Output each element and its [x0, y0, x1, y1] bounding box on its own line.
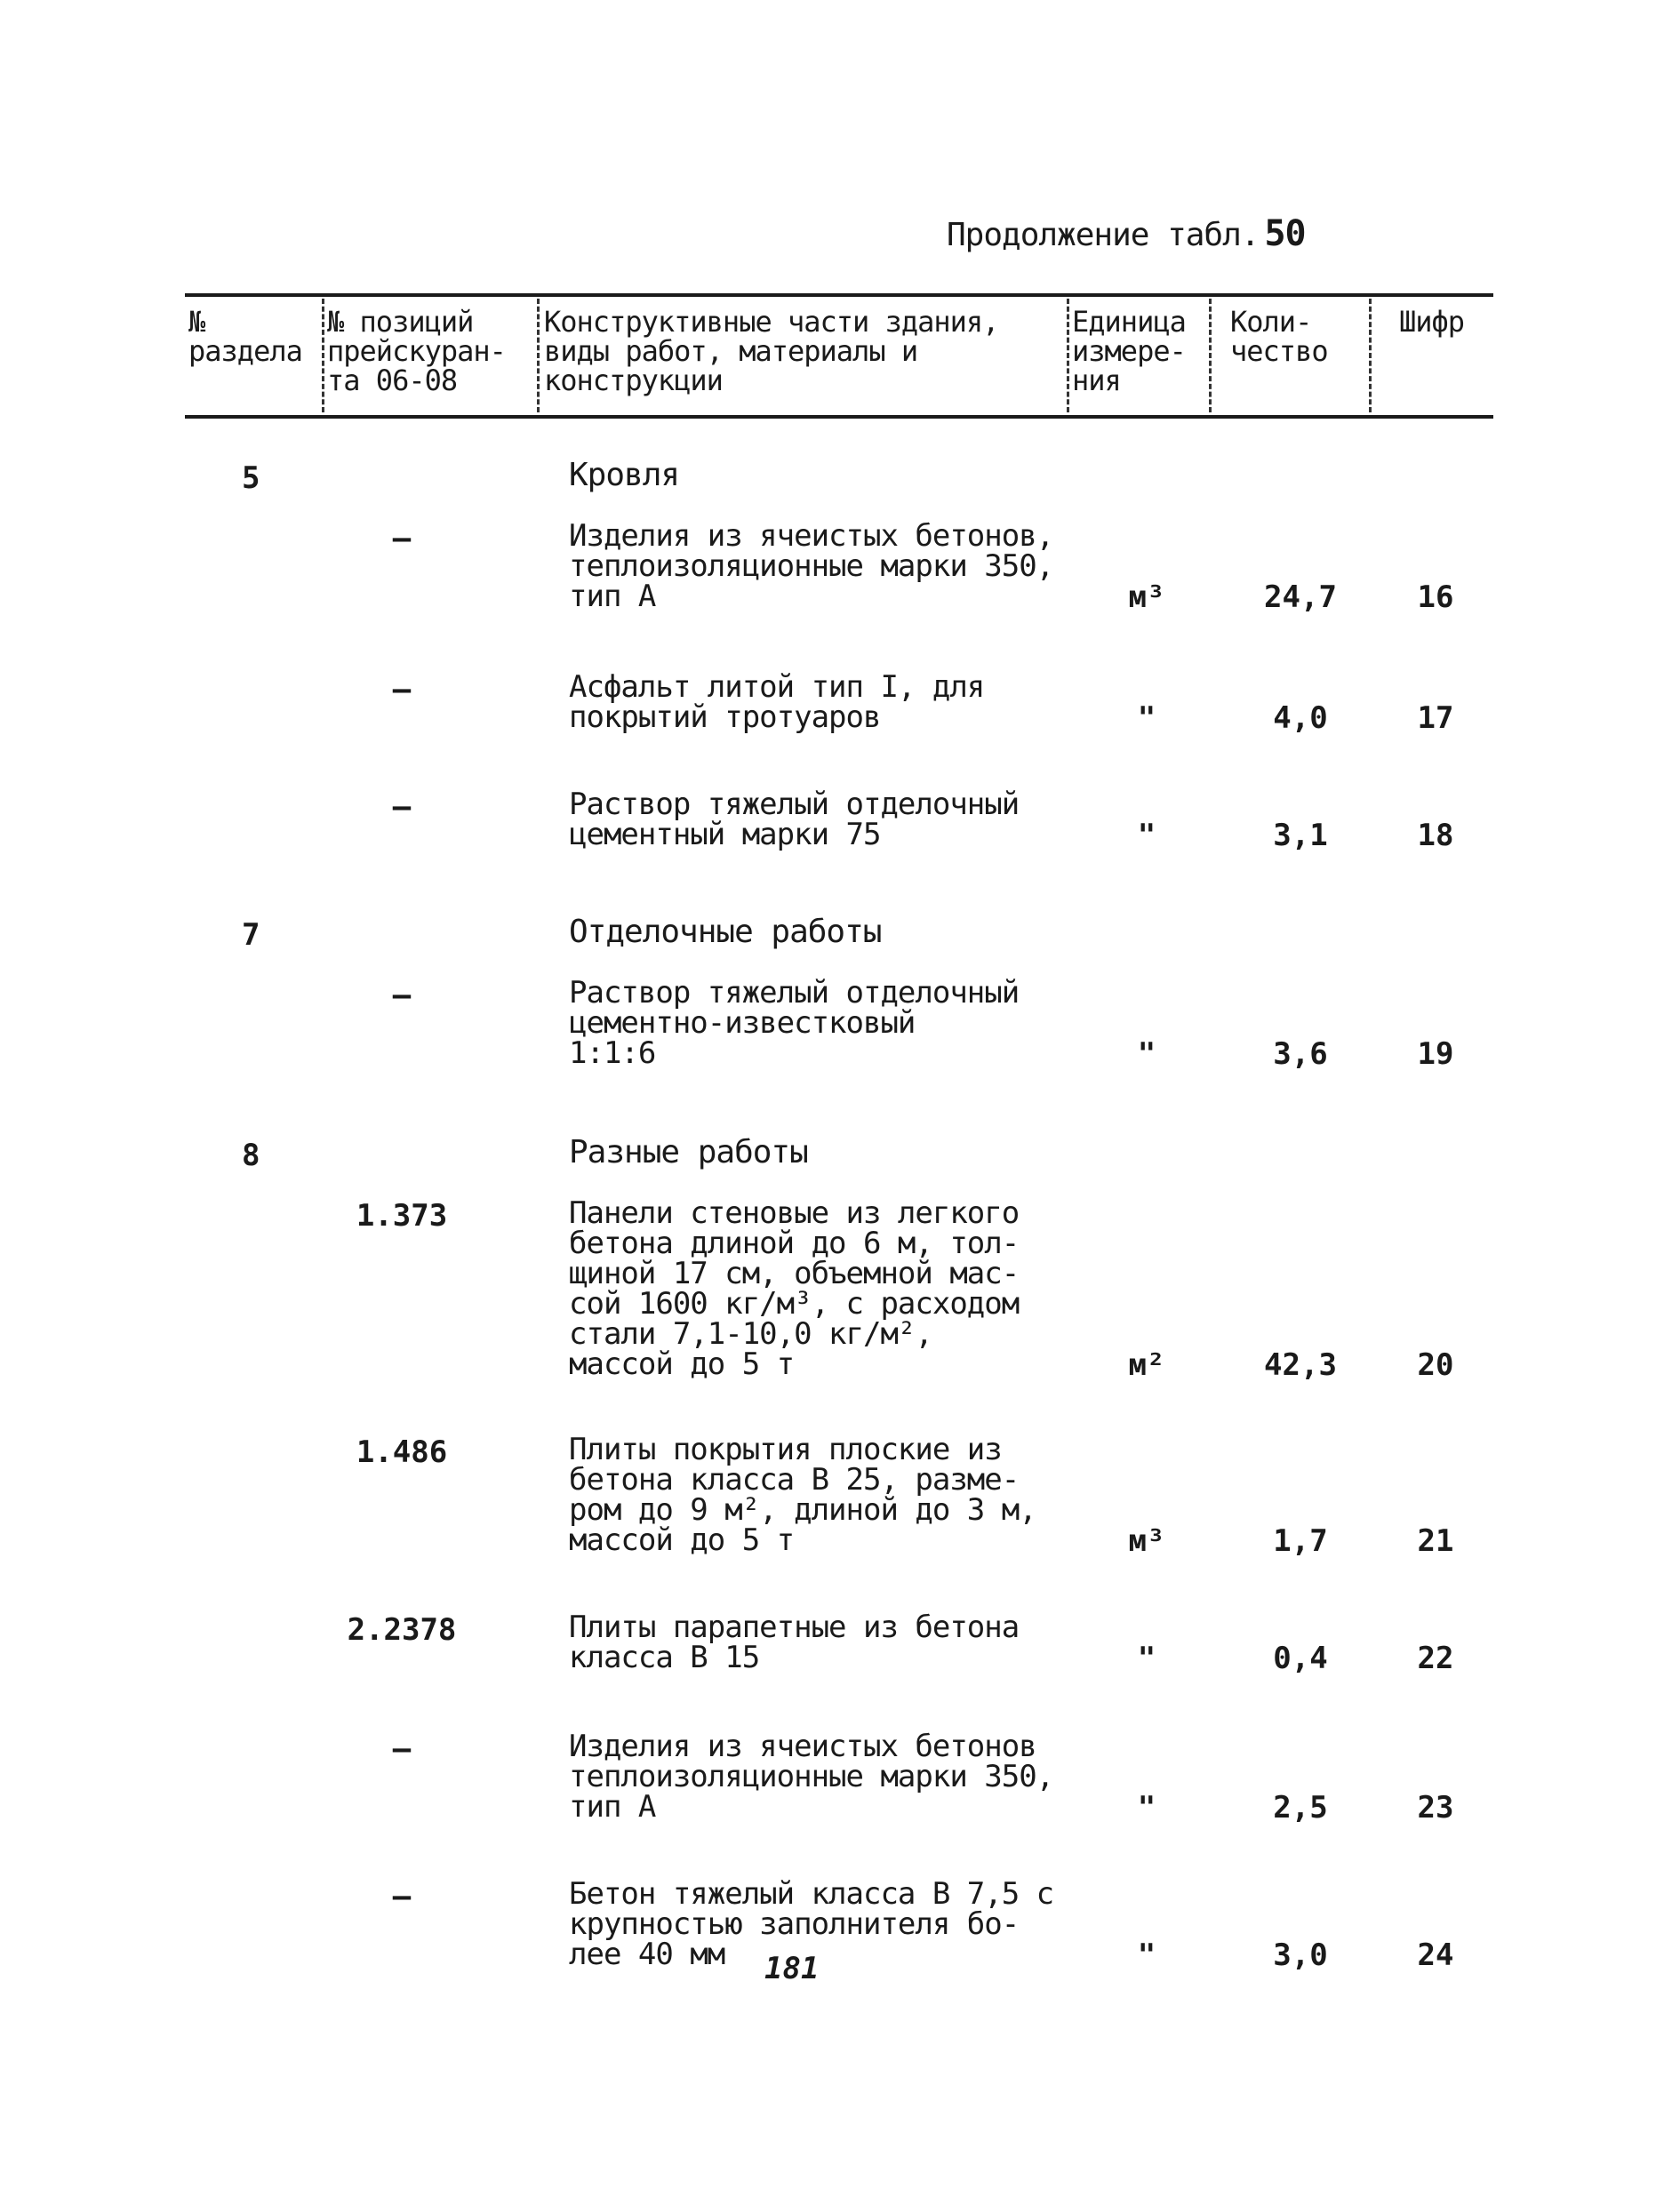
header-price-position: № позиций прейскуран- та 06-08	[327, 305, 506, 397]
unit-cell: "	[1137, 1790, 1156, 1826]
header-section-number: № раздела	[188, 305, 302, 368]
quantity-cell: 1,7	[1273, 1523, 1328, 1559]
price-position: –	[392, 672, 412, 707]
price-position: 1.486	[356, 1434, 448, 1470]
price-position: 2.2378	[347, 1612, 457, 1648]
item-description: Раствор тяжелый отделочный цементно-известковый 1:1:6	[569, 975, 1020, 1071]
code-cell: 22	[1417, 1641, 1454, 1676]
price-position: –	[392, 978, 412, 1013]
item-description: Панели стеновые из легкого бетона длиной до 6 м, тол- щиной 17 см, объемной мас- сой 1600 кг/м³, с расходом стали 7,1-10,0 кг/м², массой до 5 т	[569, 1195, 1020, 1382]
quantity-cell: 2,5	[1273, 1790, 1328, 1826]
code-cell: 19	[1417, 1036, 1454, 1072]
unit-cell: "	[1137, 1937, 1156, 1973]
code-cell: 18	[1417, 818, 1454, 853]
price-position: 1.373	[356, 1198, 448, 1234]
quantity-cell: 42,3	[1264, 1347, 1337, 1383]
code-cell: 24	[1417, 1937, 1454, 1973]
page-number: 181	[764, 1951, 820, 1986]
section-title: Кровля	[569, 457, 680, 493]
quantity-cell: 4,0	[1273, 700, 1328, 736]
price-position: –	[392, 1879, 412, 1914]
unit-cell: м²	[1128, 1347, 1165, 1383]
unit-cell: м³	[1128, 1523, 1165, 1559]
header-unit: Единица измере- ния	[1072, 305, 1186, 397]
code-cell: 16	[1417, 579, 1454, 615]
item-description: Асфальт литой тип I, для покрытий тротуаров	[569, 669, 985, 735]
item-description: Изделия из ячеистых бетонов, теплоизоляционные марки 350, тип А	[569, 518, 1054, 614]
column-separator	[1209, 299, 1212, 412]
code-cell: 20	[1417, 1347, 1454, 1383]
header-description: Конструктивные части здания, виды работ, материалы и конструкции	[544, 305, 999, 397]
item-description: Плиты парапетные из бетона класса В 15	[569, 1610, 1020, 1675]
price-position: –	[392, 789, 412, 825]
quantity-cell: 3,6	[1273, 1036, 1328, 1072]
code-cell: 17	[1417, 700, 1454, 736]
item-description: Изделия из ячеистых бетонов теплоизоляционные марки 350, тип А	[569, 1729, 1054, 1825]
unit-cell: "	[1137, 1641, 1156, 1676]
header-top-rule	[185, 293, 1493, 297]
quantity-cell: 3,1	[1273, 818, 1328, 853]
unit-cell: "	[1137, 700, 1156, 736]
column-separator	[537, 299, 540, 412]
unit-cell: "	[1137, 818, 1156, 853]
quantity-cell: 24,7	[1264, 579, 1337, 615]
price-position: –	[392, 1731, 412, 1767]
quantity-cell: 3,0	[1273, 1937, 1328, 1973]
column-separator	[322, 299, 324, 412]
section-number: 5	[242, 460, 260, 496]
header-quantity: Коли- чество	[1230, 305, 1328, 368]
section-title: Отделочные работы	[569, 914, 882, 950]
section-title: Разные работы	[569, 1134, 808, 1170]
price-position: –	[392, 521, 412, 556]
column-separator	[1067, 299, 1069, 412]
code-cell: 23	[1417, 1790, 1454, 1826]
quantity-cell: 0,4	[1273, 1641, 1328, 1676]
section-number: 8	[242, 1138, 260, 1173]
code-cell: 21	[1417, 1523, 1454, 1559]
item-description: Плиты покрытия плоские из бетона класса В 25, разме- ром до 9 м², длиной до 3 м, массой до 5 т	[569, 1432, 1036, 1558]
table-number: 50	[1264, 213, 1306, 254]
section-number: 7	[242, 917, 260, 953]
item-description: Бетон тяжелый класса В 7,5 с крупностью заполнителя бо- лее 40 мм	[569, 1876, 1054, 1972]
continuation-text: Продолжение табл.	[947, 217, 1260, 253]
unit-cell: "	[1137, 1036, 1156, 1072]
header-code: Шифр	[1399, 305, 1465, 339]
table-continuation-caption	[947, 213, 1306, 254]
item-description: Раствор тяжелый отделочный цементный марки 75	[569, 787, 1020, 852]
unit-cell: м³	[1128, 579, 1165, 615]
column-separator	[1369, 299, 1372, 412]
header-bottom-rule	[185, 415, 1493, 419]
